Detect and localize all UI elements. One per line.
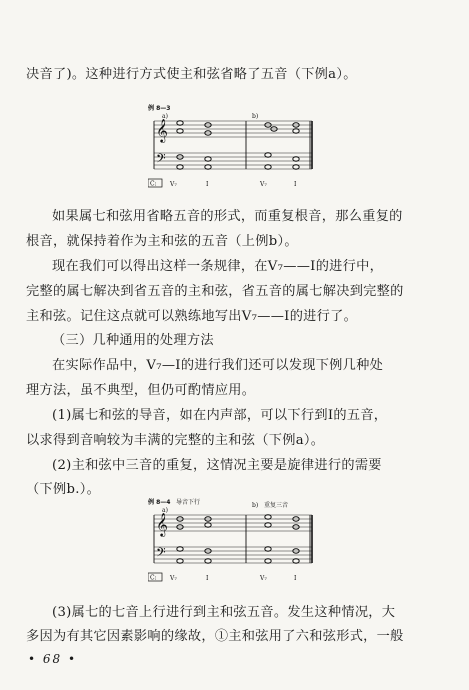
chord-label-1: Ⅴ₇ bbox=[170, 181, 177, 188]
chord-label-4: Ⅰ bbox=[294, 181, 297, 188]
example-part-a: a) bbox=[162, 113, 168, 120]
text-line-9: 理方法，虽不典型，但仍可酌情应用。 bbox=[26, 383, 256, 398]
example-part-b: b) bbox=[252, 502, 259, 509]
key-label: C: bbox=[150, 180, 157, 188]
music-example-8-3 bbox=[148, 103, 314, 191]
text-line-3: 根音，就保持着作为主和弦的五音（上例b）。 bbox=[26, 234, 298, 249]
chord-label-3: Ⅴ₇ bbox=[260, 575, 267, 582]
text-line-11: 以求得到音响较为丰满的完整的主和弦（下例a）。 bbox=[26, 433, 325, 448]
annotation-b: 重复三音 bbox=[264, 502, 289, 509]
example-part-a: a) bbox=[162, 507, 168, 514]
text-line-15: 多因为有其它因素影响的缘故，①主和弦用了六和弦形式，一般 bbox=[26, 629, 404, 644]
section-heading: （三）几种通用的处理方法 bbox=[52, 333, 214, 348]
example-label: 例 8—3 bbox=[148, 105, 171, 112]
treble-clef-icon: 𝄞 bbox=[156, 512, 168, 536]
text-line-2: 如果属七和弦用省略五音的形式，而重复根音，那么重复的 bbox=[52, 209, 403, 224]
treble-clef-icon: 𝄞 bbox=[156, 118, 168, 142]
score-8-4 bbox=[148, 497, 314, 585]
text-line-5: 完整的属七解决到省五音的主和弦，省五音的属七解决到完整的 bbox=[26, 284, 404, 299]
chord-label-2: Ⅰ bbox=[206, 181, 209, 188]
text-line-12: (2)主和弦中三音的重复，这情况主要是旋律进行的需要 bbox=[52, 458, 382, 473]
example-part-b: b) bbox=[252, 113, 259, 120]
text-line-14: (3)属七的七音上行进行到主和弦五音。发生这种情况，大 bbox=[52, 605, 396, 620]
text-line-1: 决音了)。这种进行方式使主和弦省略了五音（下例a）。 bbox=[26, 67, 357, 82]
text-line-10: (1)属七和弦的导音，如在内声部，可以下行到Ⅰ的五音， bbox=[52, 408, 388, 423]
text-line-6: 主和弦。记住这点就可以熟练地写出Ⅴ₇——Ⅰ的进行了。 bbox=[26, 309, 358, 324]
bass-staff bbox=[154, 547, 312, 563]
chord-label-4: Ⅰ bbox=[294, 575, 297, 582]
chord-label-1: Ⅴ₇ bbox=[170, 575, 177, 582]
page-number: • 68 • bbox=[28, 652, 78, 666]
text-line-8: 在实际作品中，Ⅴ₇—Ⅰ的进行我们还可以发现下例几种处 bbox=[52, 358, 384, 373]
annotation-a: 导音下行 bbox=[176, 499, 201, 506]
notes-8-4 bbox=[177, 515, 299, 563]
notes-8-3 bbox=[177, 121, 299, 169]
key-label: C: bbox=[150, 574, 157, 582]
chord-label-2: Ⅰ bbox=[206, 575, 209, 582]
text-line-4: 现在我们可以得出这样一条规律，在Ⅴ₇——Ⅰ的进行中， bbox=[52, 259, 384, 274]
music-example-8-4 bbox=[148, 497, 314, 585]
text-line-13: （下例b.）。 bbox=[26, 482, 101, 497]
chord-label-3: Ⅴ₇ bbox=[260, 181, 267, 188]
bass-clef-icon: 𝄢 bbox=[156, 151, 166, 169]
score-8-3 bbox=[148, 103, 314, 191]
bass-clef-icon: 𝄢 bbox=[156, 545, 166, 563]
example-label: 例 8—4 bbox=[148, 499, 171, 506]
